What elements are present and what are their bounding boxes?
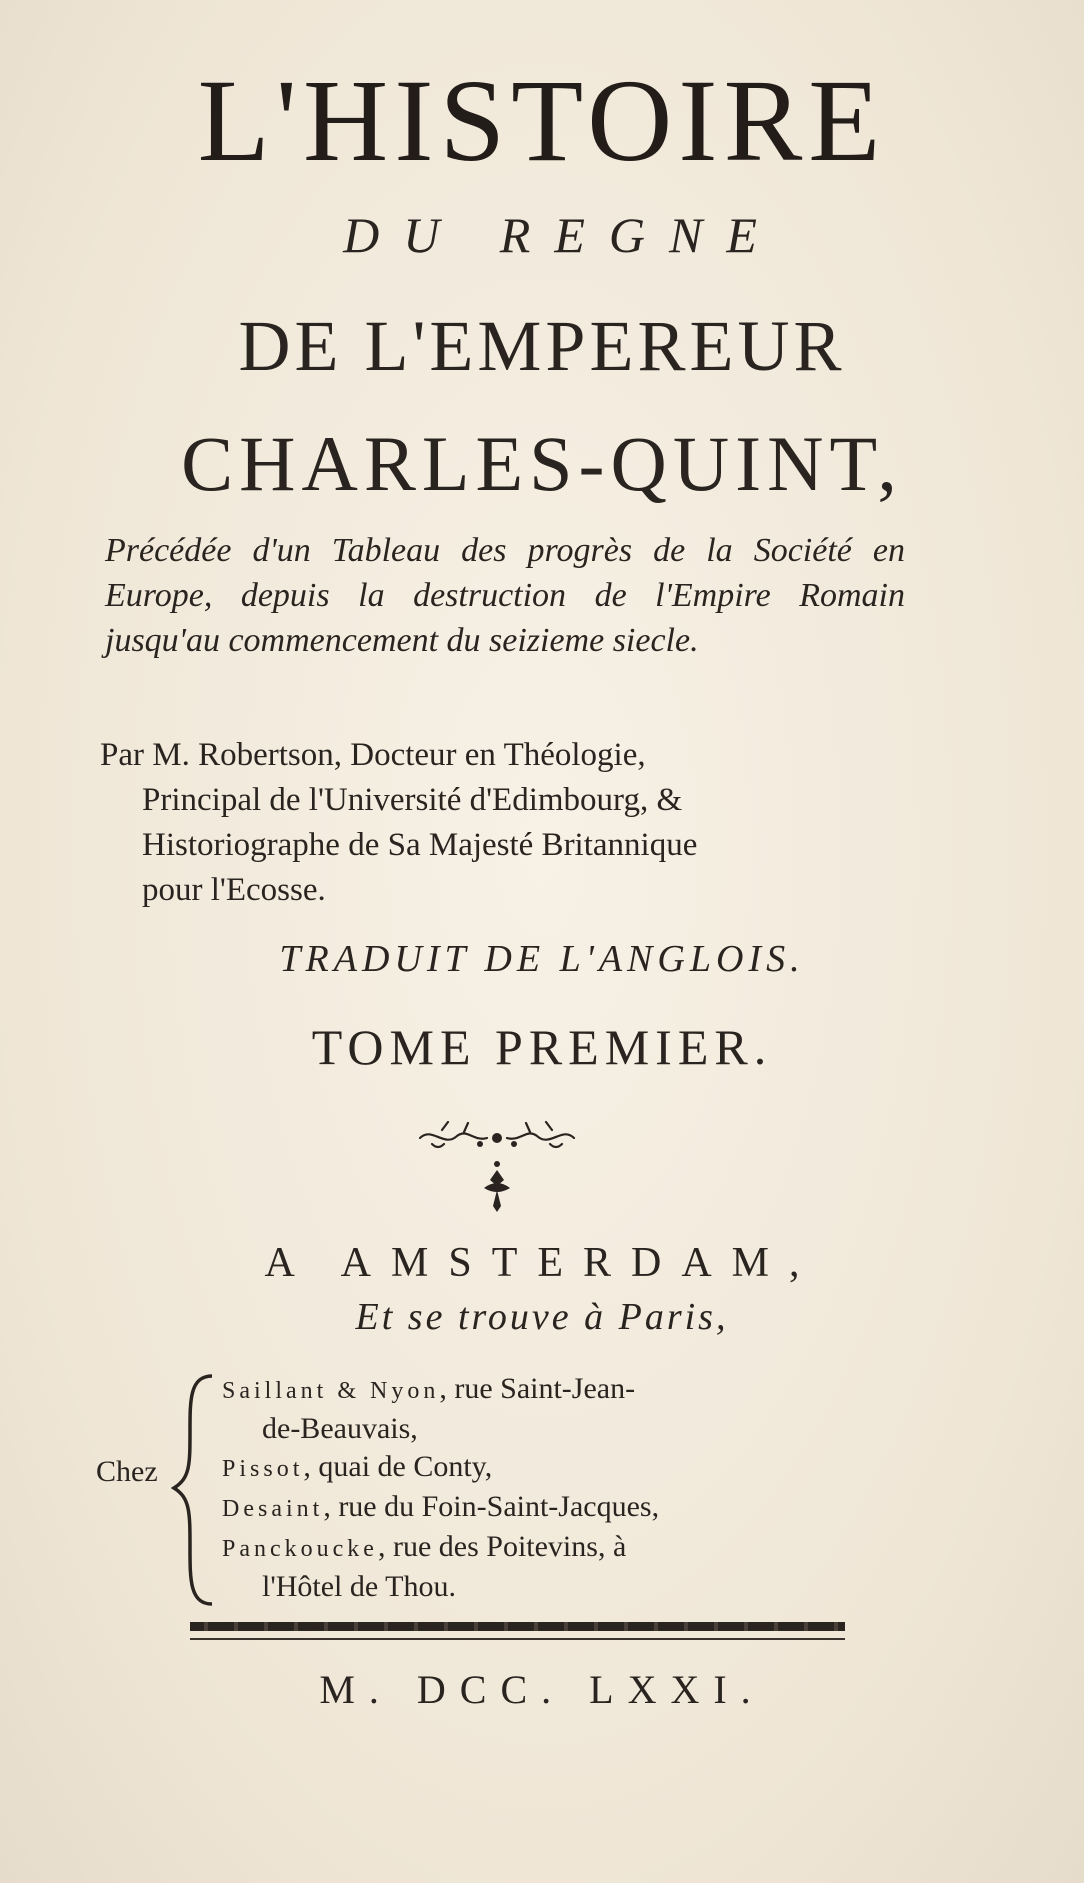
description-paragraph: Précédée d'un Tableau des progrès de la Société en Europe, depuis la destruction de l'Empire Romain jusqu'au commencement du seizieme siecle. bbox=[105, 532, 905, 659]
booksellers-list bbox=[222, 1370, 912, 1606]
volume-label: TOME PREMIER. bbox=[311, 1019, 773, 1075]
seller-panckoucke-address-cont: l'Hôtel de Thou. bbox=[262, 1570, 456, 1603]
curly-brace-icon bbox=[168, 1370, 218, 1610]
author-line-3: Historiographe de Sa Majesté Britannique bbox=[142, 827, 698, 863]
decorative-rule-thin bbox=[190, 1638, 845, 1640]
publication-date: M. DCC. LXXI. bbox=[319, 1667, 765, 1712]
publication-place: A AMSTERDAM, bbox=[264, 1240, 820, 1286]
author-line-2: Principal de l'Université d'Edimbourg, & bbox=[142, 782, 683, 818]
seller-panckoucke: Panckoucke, rue des Poitevins, à bbox=[222, 1530, 627, 1563]
subtitle-du-regne: DU REGNE bbox=[343, 207, 781, 263]
seller-desaint: Desaint, rue du Foin-Saint-Jacques, bbox=[222, 1490, 660, 1523]
subtitle-charles-quint: CHARLES-QUINT, bbox=[181, 420, 903, 507]
translated-from: TRADUIT DE L'ANGLOIS. bbox=[279, 938, 805, 980]
chez-label: Chez bbox=[96, 1455, 158, 1488]
book-title: L'HISTOIRE bbox=[197, 55, 887, 186]
decorative-rule-thick bbox=[190, 1622, 845, 1631]
floral-ornament-icon bbox=[412, 1108, 582, 1218]
author-line-1: Par M. Robertson, Docteur en Théologie, bbox=[100, 737, 646, 773]
sold-at-paris: Et se trouve à Paris, bbox=[355, 1296, 729, 1338]
seller-pissot: Pissot, quai de Conty, bbox=[222, 1450, 493, 1483]
seller-saillant-nyon-address-cont: de-Beauvais, bbox=[262, 1412, 418, 1445]
author-line-4: pour l'Ecosse. bbox=[142, 872, 326, 908]
subtitle-empereur: DE L'EMPEREUR bbox=[238, 306, 846, 386]
author-block bbox=[100, 733, 908, 913]
seller-saillant-nyon: Saillant & Nyon, rue Saint-Jean- bbox=[222, 1372, 636, 1405]
